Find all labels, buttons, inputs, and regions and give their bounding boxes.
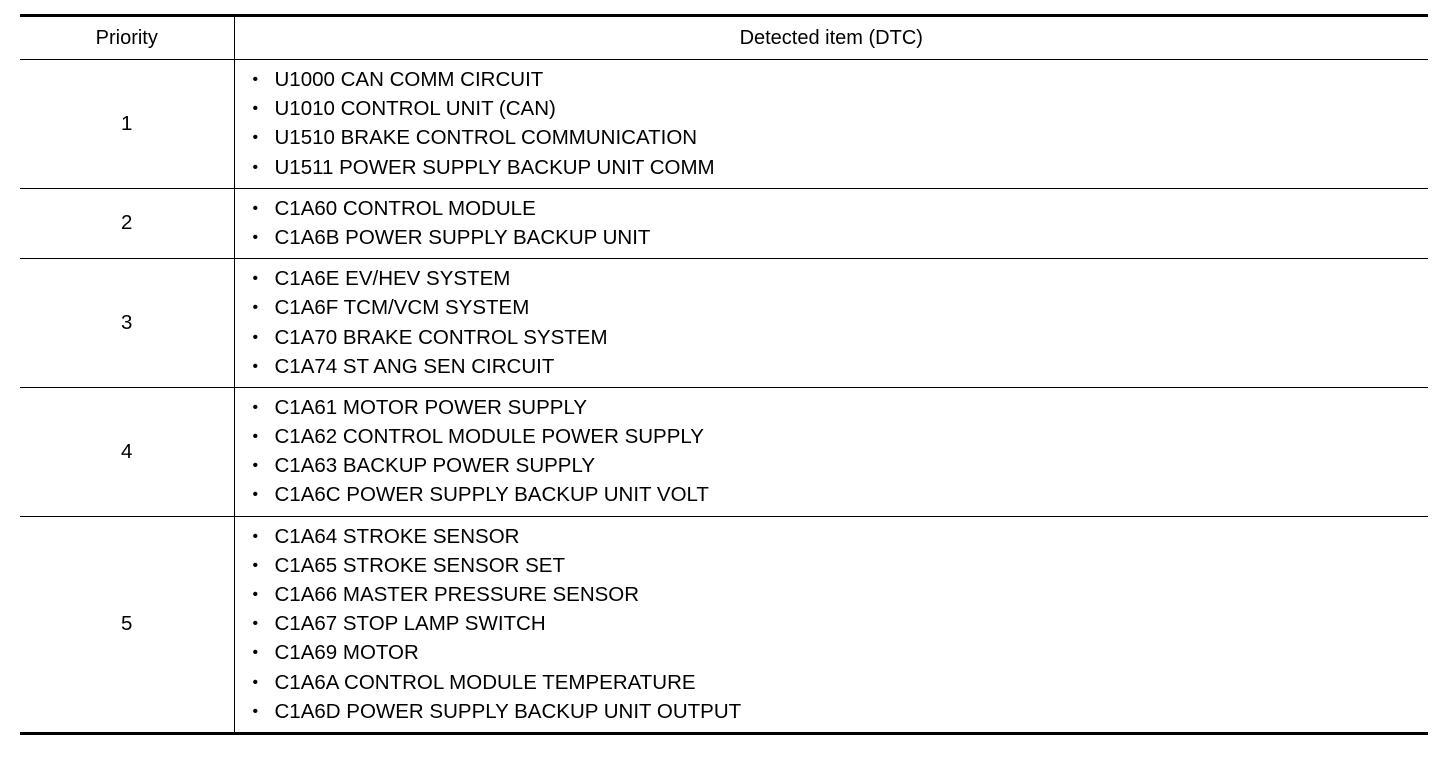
table-header-row	[20, 16, 1428, 60]
detected-items-cell	[234, 188, 1428, 258]
dtc-list	[253, 522, 1429, 726]
dtc-item: • C1A67 STOP LAMP SWITCH	[253, 609, 1429, 638]
table-row	[20, 188, 1428, 258]
priority-cell: 3	[20, 259, 234, 388]
priority-cell: 4	[20, 387, 234, 516]
priority-cell: 2	[20, 188, 234, 258]
detected-items-cell	[234, 516, 1428, 733]
dtc-item: • C1A70 BRAKE CONTROL SYSTEM	[253, 323, 1429, 352]
table-row	[20, 60, 1428, 189]
detected-items-cell	[234, 387, 1428, 516]
dtc-list	[253, 264, 1429, 381]
dtc-item: • C1A63 BACKUP POWER SUPPLY	[253, 451, 1429, 480]
table-body	[20, 60, 1428, 734]
dtc-item: • C1A6A CONTROL MODULE TEMPERATURE	[253, 668, 1429, 697]
dtc-item: • C1A6F TCM/VCM SYSTEM	[253, 293, 1429, 322]
priority-cell: 5	[121, 612, 133, 636]
dtc-list	[253, 194, 1429, 252]
dtc-item: • C1A6C POWER SUPPLY BACKUP UNIT VOLT	[253, 480, 1429, 509]
dtc-item: • C1A74 ST ANG SEN CIRCUIT	[253, 352, 1429, 381]
header-detected-item: Detected item (DTC)	[234, 16, 1428, 60]
dtc-item: • C1A6D POWER SUPPLY BACKUP UNIT OUTPUT	[253, 697, 1429, 726]
dtc-item: • U1000 CAN COMM CIRCUIT	[253, 65, 1429, 94]
header-priority: Priority	[20, 16, 234, 60]
dtc-item: • C1A6B POWER SUPPLY BACKUP UNIT	[253, 223, 1429, 252]
dtc-item: • C1A64 STROKE SENSOR	[253, 522, 1429, 551]
dtc-item: • U1010 CONTROL UNIT (CAN)	[253, 94, 1429, 123]
dtc-list	[253, 65, 1429, 182]
detected-items-cell	[234, 259, 1428, 388]
dtc-list	[253, 393, 1429, 510]
dtc-priority-table	[20, 14, 1428, 735]
dtc-item: • U1510 BRAKE CONTROL COMMUNICATION	[253, 123, 1429, 152]
table-row	[20, 259, 1428, 388]
dtc-item: • C1A6E EV/HEV SYSTEM	[253, 264, 1429, 293]
dtc-item: • C1A61 MOTOR POWER SUPPLY	[253, 393, 1429, 422]
table-row	[20, 387, 1428, 516]
dtc-item: • C1A62 CONTROL MODULE POWER SUPPLY	[253, 422, 1429, 451]
dtc-item: • C1A69 MOTOR	[253, 638, 1429, 667]
priority-cell: 1	[20, 60, 234, 189]
table-row	[20, 516, 1428, 733]
detected-items-cell	[234, 60, 1428, 189]
dtc-item: • U1511 POWER SUPPLY BACKUP UNIT COMM	[253, 153, 1429, 182]
dtc-item: • C1A66 MASTER PRESSURE SENSOR	[253, 580, 1429, 609]
dtc-item: • C1A60 CONTROL MODULE	[253, 194, 1429, 223]
dtc-item: • C1A65 STROKE SENSOR SET	[253, 551, 1429, 580]
